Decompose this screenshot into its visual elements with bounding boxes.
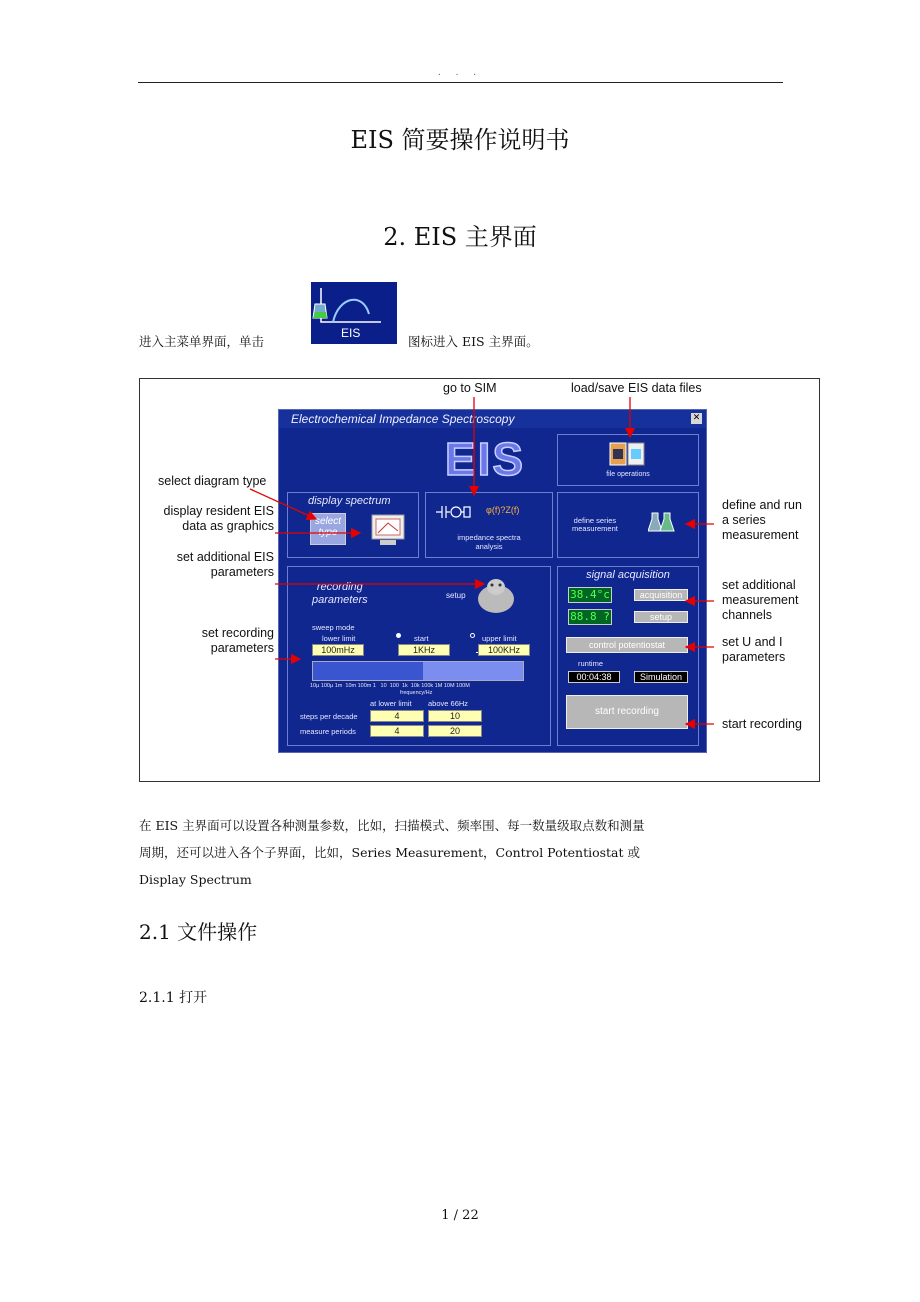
body-paragraph: 在 EIS 主界面可以设置各种测量参数，比如，扫描模式、频率围、每一数量级取点数和测量 周期，还可以进入各个子界面，比如，Series Measurement，Control Potentiostat 或 Display Spectrum <box>139 818 645 887</box>
eis-app-icon[interactable] <box>311 282 397 344</box>
document-title: EIS 简要操作说明书 <box>350 126 570 154</box>
define-series-label: define series measurement <box>572 516 618 533</box>
above-label: above 66Hz <box>428 699 469 708</box>
label-display-resident: display resident EIS data as graphics <box>163 504 274 533</box>
label-set-channels: set additional measurement channels <box>722 578 799 622</box>
upper-limit-field[interactable]: 100KHz <box>478 644 530 656</box>
eis-logo[interactable]: EIS <box>444 433 526 485</box>
label-set-recording: set recording parameters <box>201 626 274 655</box>
runtime-label: runtime <box>578 659 604 668</box>
display-spectrum-label: display spectrum <box>308 495 391 507</box>
impedance-formula: φ(f)?Z(f) <box>486 505 520 515</box>
impedance-analysis-label: impedance spectra analysis <box>457 533 521 551</box>
eis-main-interface-figure <box>139 378 820 782</box>
lower-limit-field[interactable]: 100mHz <box>312 644 364 656</box>
select-type-button[interactable]: select type <box>310 513 346 545</box>
recording-parameters-label: recording parameters <box>312 581 368 606</box>
page-number: 1 / 22 <box>441 1208 479 1223</box>
start-recording-button[interactable]: start recording <box>566 695 688 729</box>
measure-periods-label: measure periods <box>300 727 356 736</box>
file-operations-label: file operations <box>606 471 650 478</box>
steps-per-decade-label: steps per decade <box>300 712 358 721</box>
control-potentiostat-button[interactable]: control potentiostat <box>566 637 688 653</box>
label-set-ui: set U and I parameters <box>722 635 786 664</box>
frequency-axis-label: frequency/Hz <box>400 690 433 696</box>
label-go-to-sim: go to SIM <box>443 381 497 395</box>
intro-text-after: 图标进入 EIS 主界面。 <box>408 334 539 349</box>
steps-lower-field[interactable]: 4 <box>370 710 424 722</box>
signal-acquisition-label: signal acquisition <box>586 569 670 581</box>
heading-open: 2.1.1 打开 <box>139 990 208 1006</box>
runtime-display: 00:04:38 <box>568 671 620 683</box>
temperature-display: 38.4°c <box>568 587 612 603</box>
section-title: 2. EIS 主界面 <box>383 223 537 251</box>
periods-lower-field[interactable]: 4 <box>370 725 424 737</box>
label-start-recording: start recording <box>722 717 802 731</box>
header-dots: . . . <box>437 68 483 78</box>
start-field[interactable]: 1KHz <box>398 644 450 656</box>
acquisition-button[interactable]: acquisition <box>634 589 688 601</box>
start-label: start <box>414 634 429 643</box>
heading-file-operations: 2.1 文件操作 <box>139 920 258 944</box>
channel-display: 88.8 ? <box>568 609 612 625</box>
label-load-save: load/save EIS data files <box>571 381 702 395</box>
steps-above-field[interactable]: 10 <box>428 710 482 722</box>
label-select-diagram: select diagram type <box>158 474 267 488</box>
lower-limit-label: lower limit <box>322 634 356 643</box>
setup-label: setup <box>446 591 466 600</box>
label-set-additional-eis: set additional EIS parameters <box>176 550 274 579</box>
intro-text-before: 进入主菜单界面，单击 <box>139 334 265 349</box>
at-lower-limit-label: at lower limit <box>370 699 412 708</box>
annotation-arrows <box>140 379 819 781</box>
eis-icon-label: EIS <box>341 326 361 340</box>
sweep-mode-label: sweep mode <box>312 623 355 632</box>
label-define-run: define and run a series measurement <box>722 498 802 542</box>
upper-limit-label: upper limit <box>482 634 517 643</box>
simulation-display: Simulation <box>634 671 688 683</box>
acquisition-setup-button[interactable]: setup <box>634 611 688 623</box>
frequency-ticks: 10µ 100µ 1m 10m 100m 1 10 100 1k 10k 100k 1M 10M 100M <box>310 683 470 689</box>
header-rule <box>138 82 783 83</box>
window-title: Electrochemical Impedance Spectroscopy <box>279 410 706 428</box>
close-icon[interactable]: ✕ <box>692 413 701 423</box>
periods-above-field[interactable]: 20 <box>428 725 482 737</box>
